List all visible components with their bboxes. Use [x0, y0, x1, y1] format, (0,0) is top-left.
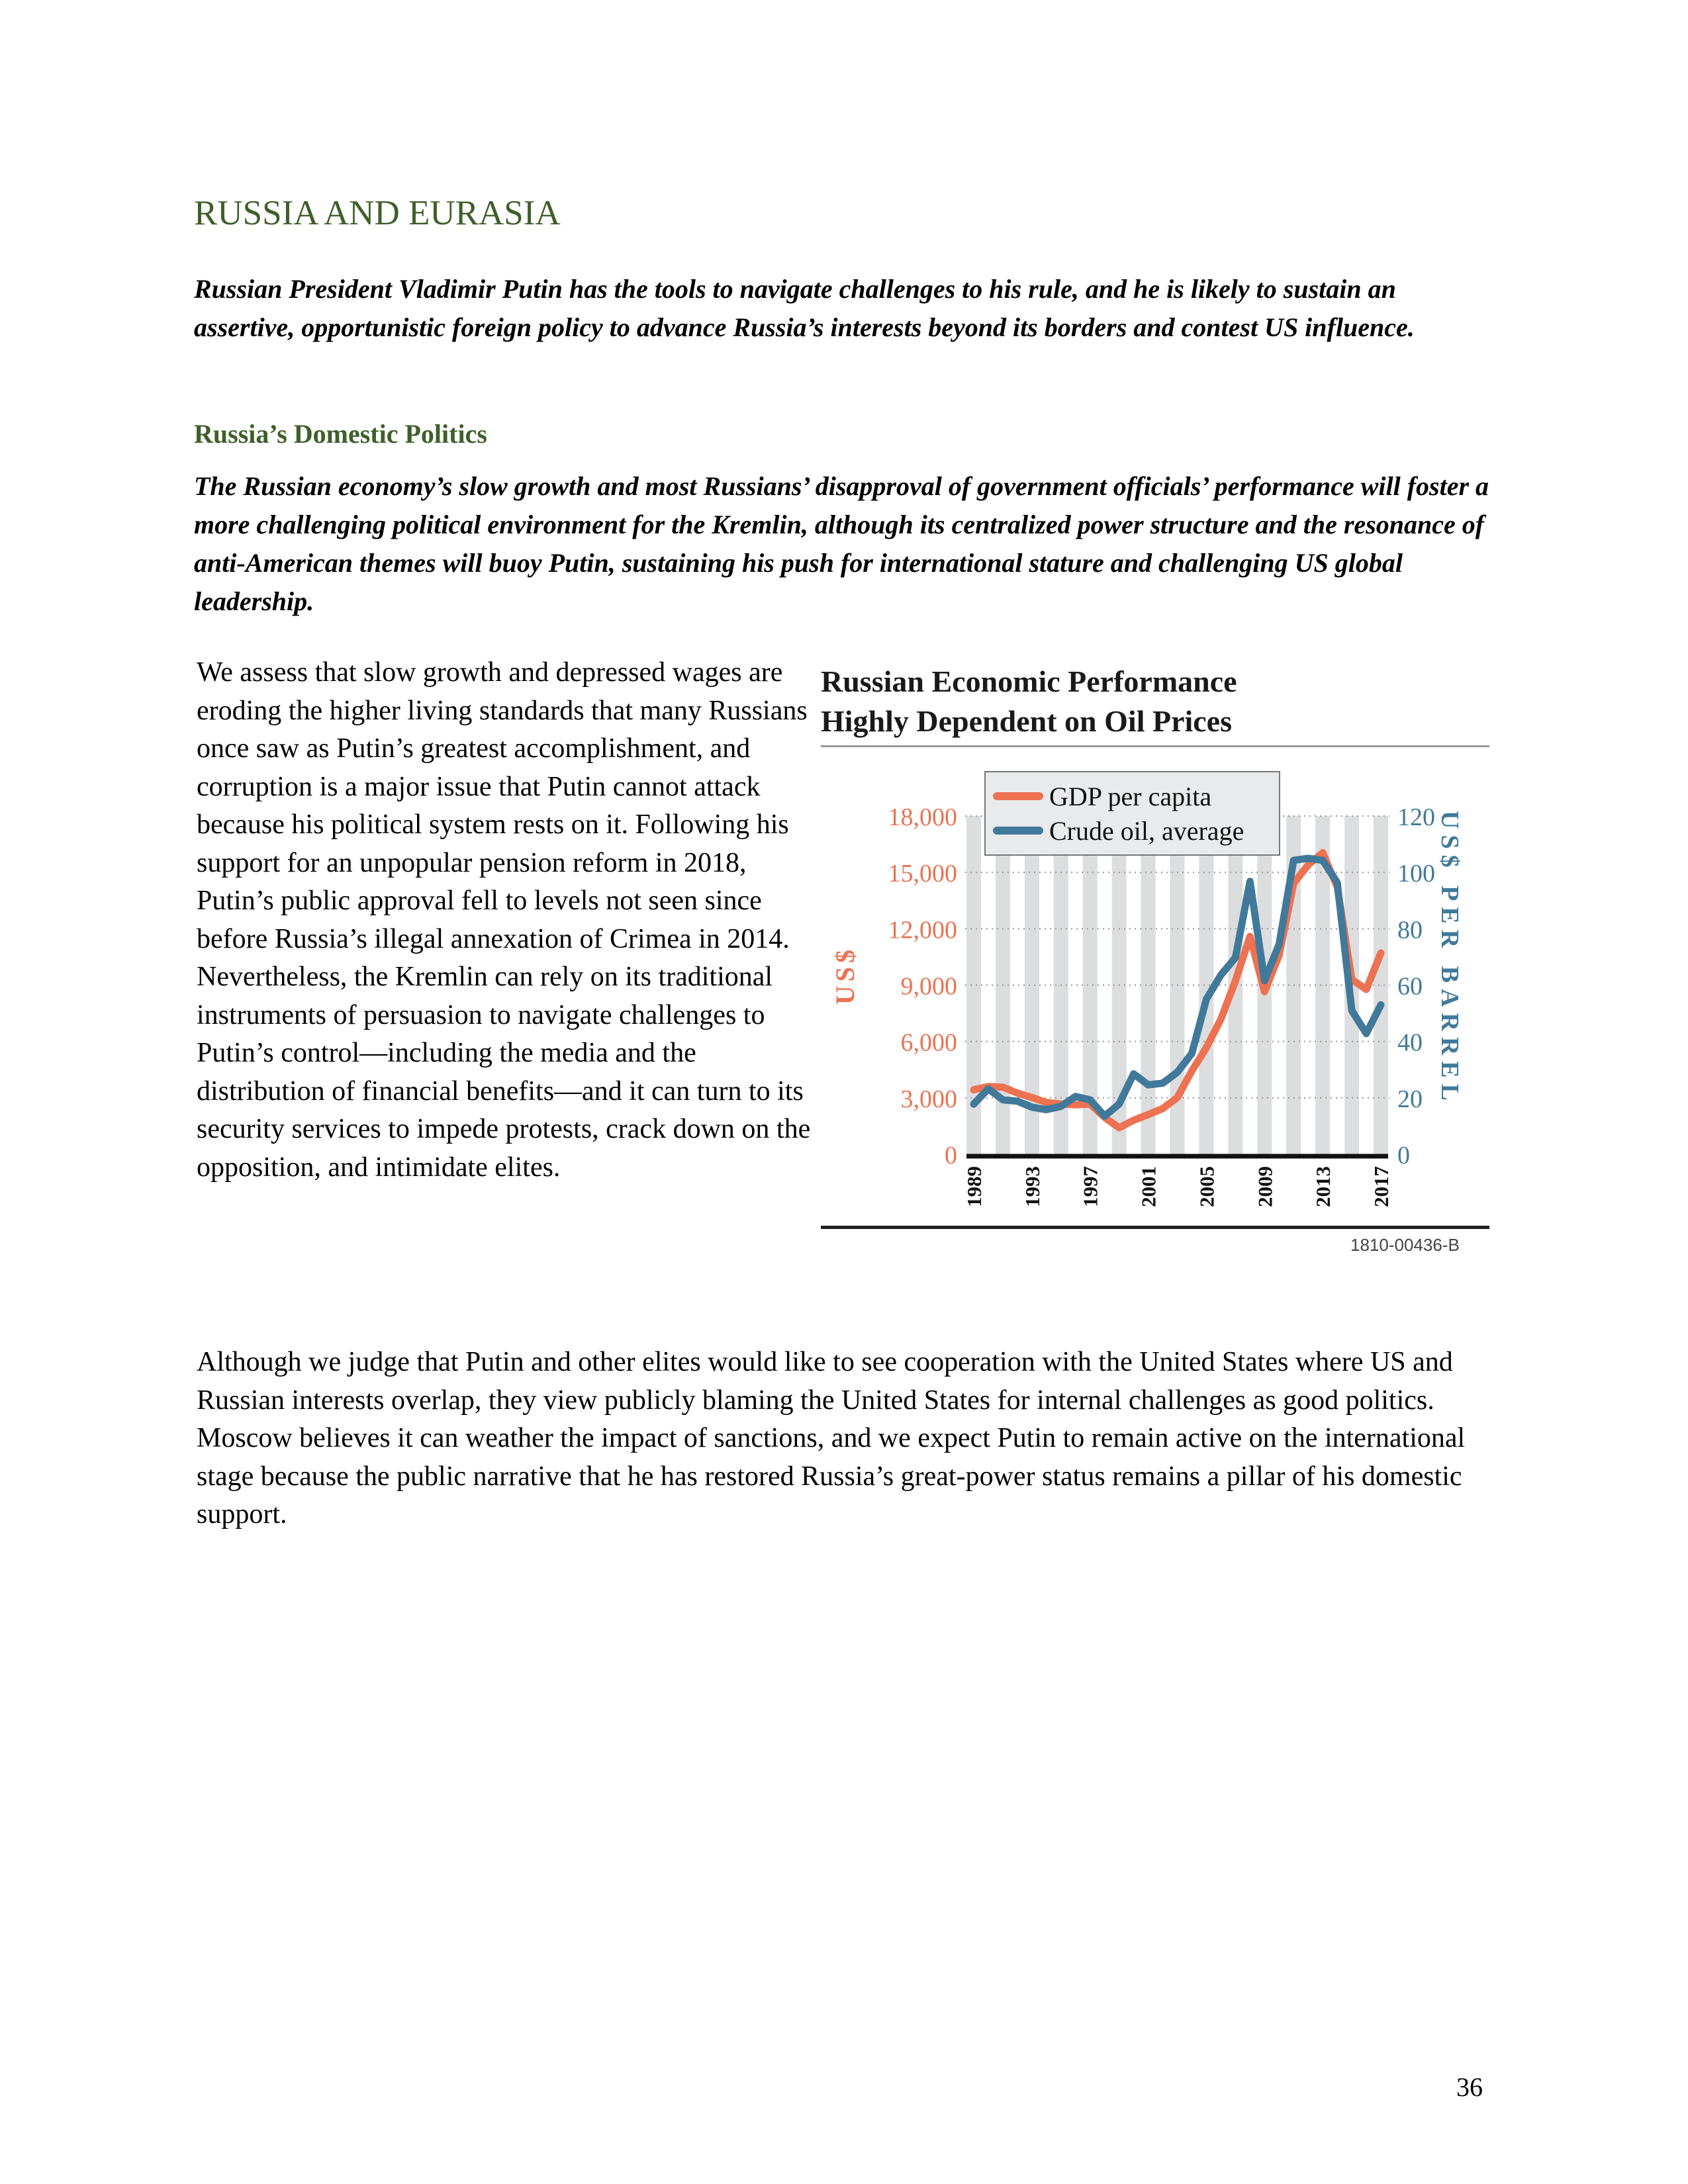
year-band — [1374, 816, 1388, 1154]
right-y-tick-label: 60 — [1397, 972, 1423, 1001]
subsection-title: Russia’s Domestic Politics — [194, 419, 487, 449]
right-y-axis-label: US$ PER BARREL — [1436, 811, 1464, 1107]
legend-label-oil: Crude oil, average — [1049, 816, 1244, 846]
left-y-tick-label: 3,000 — [900, 1085, 958, 1113]
year-band — [1141, 816, 1156, 1154]
left-y-tick-label: 15,000 — [888, 860, 958, 888]
x-tick-label: 2001 — [1137, 1166, 1160, 1207]
left-y-tick-label: 0 — [945, 1142, 958, 1169]
chart-legend — [985, 772, 1280, 855]
left-y-axis-label: US$ — [830, 945, 860, 1005]
chart-bottom-rule — [821, 1226, 1489, 1229]
right-y-tick-label: 0 — [1397, 1142, 1410, 1169]
chart-reference-code: 1810-00436-B — [1350, 1235, 1460, 1255]
section-lead-paragraph: Russian President Vladimir Putin has the tools to navigate challenges to his rule, and he is likely to sustain an assertive, opportunistic foreign policy to advance Russia’s interests beyond its borders and contest US influence. — [194, 274, 1415, 342]
body-paragraph-left-column: We assess that slow growth and depressed wages are eroding the higher living standards that many Russians once saw as Putin’s greatest accomplishment, and corruption is a major issue that Putin cannot attack because his political system rests on it. Following his support for an unpopular pension reform in 2018, Putin’s public approval fell to levels not seen since before Russia’s illegal annexation of Crimea in 2014. Nevertheless, the Kremlin can rely on its traditional instruments of persuasion to navigate challenges to Putin’s control—including the media and the distribution of financial benefits—and it can turn to its security services to impede protests, crack down on the opposition, and intimidate elites. — [197, 657, 811, 1183]
right-y-axis-ticks — [1397, 803, 1435, 1169]
x-tick-label: 1989 — [962, 1166, 986, 1207]
chart-title-line-2: Highly Dependent on Oil Prices — [821, 704, 1232, 738]
x-tick-label: 2017 — [1370, 1166, 1393, 1207]
right-y-tick-label: 40 — [1397, 1028, 1423, 1057]
left-y-tick-label: 18,000 — [888, 803, 958, 831]
x-tick-label: 2005 — [1195, 1166, 1219, 1207]
right-y-tick-label: 100 — [1397, 860, 1435, 888]
left-y-axis-ticks — [888, 803, 958, 1169]
section-title: RUSSIA AND EURASIA — [194, 194, 561, 232]
x-tick-label: 2009 — [1253, 1166, 1277, 1207]
x-tick-label: 1993 — [1020, 1166, 1044, 1207]
right-y-tick-label: 20 — [1397, 1085, 1423, 1113]
page-number: 36 — [1456, 2072, 1483, 2102]
x-axis-ticks — [962, 1166, 1393, 1207]
legend-label-gdp: GDP per capita — [1049, 782, 1212, 811]
left-y-tick-label: 9,000 — [900, 972, 958, 1001]
body-paragraph-bottom: Although we judge that Putin and other elites would like to see cooperation with the United States where US and Russian interests overlap, they view publicly blaming the United States for internal challenges as good politics. Moscow believes it can weather the impact of sanctions, and we expect Putin to remain active on the international stage because the public narrative that he has restored Russia’s great-power status remains a pillar of his domestic support. — [197, 1347, 1466, 1529]
left-y-tick-label: 6,000 — [900, 1028, 958, 1057]
subsection-lead-paragraph: The Russian economy’s slow growth and most Russians’ disapproval of government officials’ performance will foster a more challenging political environment for the Kremlin, although its centralized power structure and the resonance of anti-American themes will buoy Putin, sustaining his push for international stature and challenging US global leadership. — [194, 471, 1489, 616]
right-y-tick-label: 120 — [1397, 803, 1435, 831]
chart-title-line-1: Russian Economic Performance — [821, 664, 1237, 698]
left-y-tick-label: 12,000 — [888, 916, 958, 944]
x-tick-label: 1997 — [1078, 1166, 1102, 1207]
right-y-tick-label: 80 — [1397, 916, 1423, 944]
x-tick-label: 2013 — [1311, 1166, 1335, 1207]
